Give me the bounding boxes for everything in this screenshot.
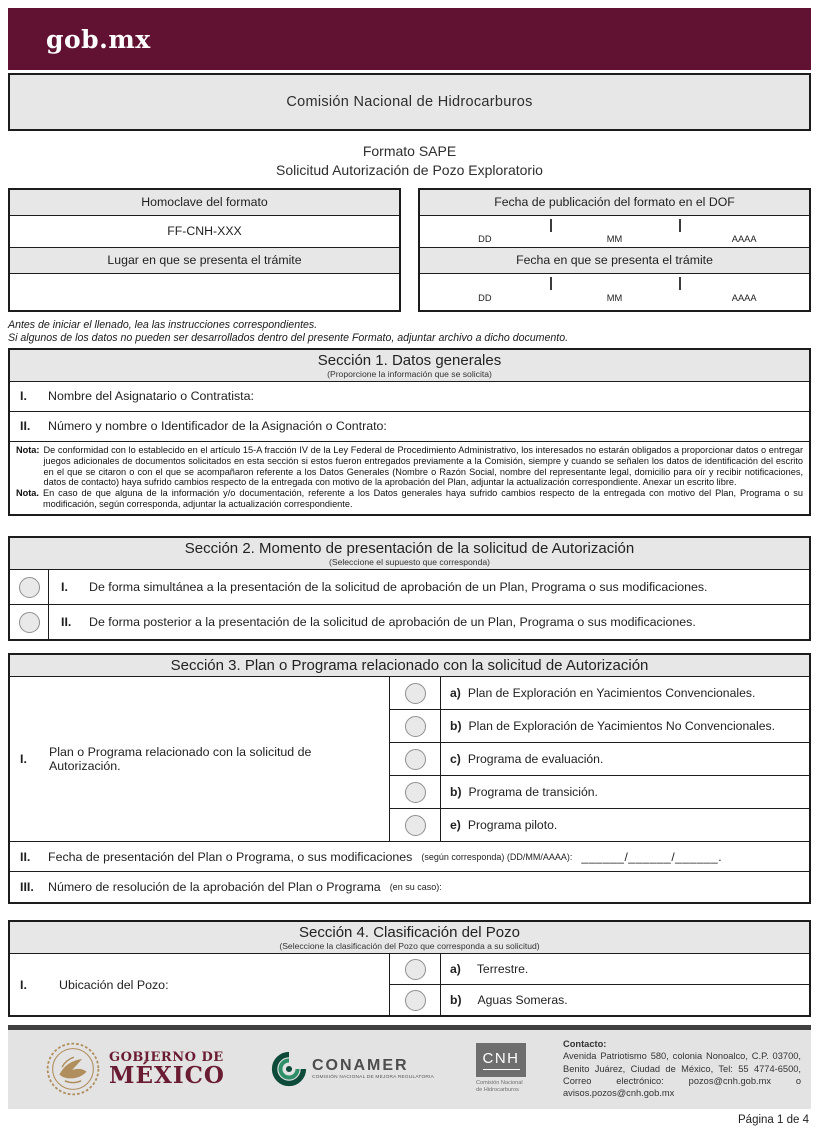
option-text	[441, 954, 809, 984]
fecha-dof-input	[420, 216, 809, 248]
section-4-body	[10, 954, 809, 1015]
option-text	[49, 570, 809, 604]
option-numeral: I.	[61, 580, 68, 595]
dof-month-field[interactable]: MM	[606, 233, 623, 244]
option-row-aguas-someras	[390, 985, 809, 1015]
fecha-tramite-input	[420, 274, 809, 306]
option-text	[441, 776, 809, 808]
option-label: De forma simultánea a la presentación de la solicitud de aprobación de un Plan, Programa o sus modificaciones.	[89, 580, 708, 595]
option-text	[441, 710, 809, 742]
option-numeral: II.	[61, 615, 72, 630]
option-label: Plan de Exploración de Yacimientos No Convencionales.	[468, 719, 775, 734]
option-row-posterior	[10, 605, 809, 639]
field-fecha-presentacion-plan[interactable]	[10, 842, 809, 872]
radio-cell	[390, 743, 441, 775]
gobierno-wordmark	[109, 1050, 225, 1090]
radio-programa-transicion[interactable]	[405, 782, 426, 803]
option-text	[441, 677, 809, 709]
radio-cell	[390, 809, 441, 841]
plan-programa-options	[390, 677, 809, 841]
homoclave-table	[8, 188, 401, 312]
item-numeral: I.	[20, 389, 27, 404]
date-separator-icon	[550, 219, 552, 232]
radio-momento-posterior[interactable]	[19, 612, 40, 633]
radio-cell	[10, 570, 49, 604]
radio-cell	[390, 776, 441, 808]
option-letter: c)	[450, 752, 461, 767]
conamer-logo	[271, 1051, 434, 1087]
item-label: Número de resolución de la aprobación del Plan o Programa	[48, 880, 381, 895]
item-numeral: I.	[20, 977, 27, 992]
lugar-label: Lugar en que se presenta el trámite	[10, 248, 399, 274]
note-label: Nota:	[16, 444, 40, 455]
option-letter: a)	[450, 962, 461, 977]
section-3-header	[10, 655, 809, 677]
date-separator-icon	[679, 277, 681, 290]
section-1-subtitle: (Proporcione la información que se solicita)	[327, 368, 492, 379]
radio-cell	[10, 605, 49, 639]
item-label-small: (en su caso):	[389, 882, 442, 893]
item-numeral: I.	[20, 752, 27, 767]
radio-programa-piloto[interactable]	[405, 815, 426, 836]
section-1-title: Sección 1. Datos generales	[317, 351, 502, 369]
cnh-subtitle	[476, 1080, 526, 1095]
option-letter: b)	[450, 719, 462, 734]
option-row-plan-no-convencionales	[390, 710, 809, 743]
option-row-programa-transicion	[390, 776, 809, 809]
item-numeral: II.	[20, 419, 31, 434]
instructions-line1: Antes de iniciar el llenado, lea las instrucciones correspondientes.	[8, 318, 318, 331]
homoclave-label: Homoclave del formato	[10, 190, 399, 216]
instructions	[8, 319, 811, 346]
field-numero-asignacion[interactable]	[10, 412, 809, 442]
ubicacion-pozo-label-cell	[10, 954, 390, 1015]
conamer-subtitle: COMISIÓN NACIONAL DE MEJORA REGULATORIA	[311, 1074, 434, 1080]
option-row-simultanea	[10, 570, 809, 605]
radio-cell	[390, 710, 441, 742]
radio-ubicacion-terrestre[interactable]	[405, 959, 426, 980]
cnh-logo-icon	[476, 1043, 526, 1077]
section-1-notes	[10, 442, 809, 514]
radio-plan-exploracion-convencionales[interactable]	[405, 683, 426, 704]
dof-year-field[interactable]: AAAA	[731, 233, 757, 244]
radio-cell	[390, 954, 441, 984]
section-2-momento-presentacion	[8, 536, 811, 641]
instructions-line2: Si algunos de los datos no pueden ser desarrollados dentro del presente Formato, adjuntar archivo a dicho documento.	[8, 332, 569, 345]
section-2-title: Sección 2. Momento de presentación de la solicitud de Autorización	[184, 540, 635, 558]
gobmx-header-bar	[8, 8, 811, 70]
item-label: Plan o Programa relacionado con la solicitud de Autorización.	[49, 745, 312, 774]
item-label: Nombre del Asignatario o Contratista:	[48, 389, 254, 404]
option-row-programa-piloto	[390, 809, 809, 841]
option-row-plan-convencionales	[390, 677, 809, 710]
homoclave-value: FF-CNH-XXX	[10, 216, 399, 248]
option-label: Programa de evaluación.	[467, 752, 604, 767]
radio-ubicacion-aguas-someras[interactable]	[405, 990, 426, 1011]
gobmx-logo: gob.mx	[46, 24, 151, 54]
radio-plan-exploracion-no-convencionales[interactable]	[405, 716, 426, 737]
conamer-swirl-icon	[271, 1051, 307, 1087]
option-label: Programa de transición.	[468, 785, 598, 800]
contact-text: Avenida Patriotismo 580, colonia Nonoalco, C.P. 03700, Benito Juárez, Ciudad de México, Tel: 55 4774-6500, Correo electrónico: pozos@cnh.gob.mx o avisos.pozos@cnh.gob.mx	[563, 1051, 801, 1099]
conamer-wordmark	[312, 1058, 434, 1080]
item-numeral: III.	[20, 880, 34, 895]
mexico-eagle-seal-icon	[44, 1040, 102, 1098]
option-text	[441, 743, 809, 775]
option-letter: b)	[450, 993, 462, 1008]
gobierno-de-mexico-logo	[44, 1040, 225, 1098]
radio-momento-simultanea[interactable]	[19, 577, 40, 598]
note-text: En caso de que alguna de la información y/o documentación, referente a los Datos generales haya sufrido cambios respecto de la entregada con motivo del Plan, Programa o su modificación, según corresponda, adjuntar la actualización correspondiente.	[43, 488, 803, 510]
plan-programa-label-cell	[10, 677, 390, 841]
section-4-clasificacion-pozo	[8, 920, 811, 1017]
section-4-header	[10, 922, 809, 954]
fecha-dof-label: Fecha de publicación del formato en el DOF	[420, 190, 809, 216]
conamer-name: CONAMER	[311, 1056, 409, 1074]
section-3-title: Sección 3. Plan o Programa relacionado con la solicitud de Autorización	[170, 657, 649, 675]
ubicacion-options	[390, 954, 809, 1015]
cnh-acronym: CNH	[483, 1050, 520, 1070]
option-label: Programa piloto.	[467, 818, 558, 833]
note-2	[16, 488, 803, 510]
option-text	[49, 605, 809, 639]
gobierno-line2: MÉXICO	[109, 1062, 225, 1090]
date-blank-field[interactable]: ______/______/______.	[581, 849, 723, 864]
radio-programa-evaluacion[interactable]	[405, 749, 426, 770]
info-tables	[8, 188, 811, 312]
option-label: De forma posterior a la presentación de la solicitud de aprobación de un Plan, Programa o sus modificaciones.	[89, 615, 696, 630]
option-row-programa-evaluacion	[390, 743, 809, 776]
page-number: Página 1 de 4	[738, 1114, 809, 1127]
dof-day-field[interactable]: DD	[478, 233, 492, 244]
tramite-year-field[interactable]: AAAA	[731, 292, 757, 303]
form-title-line2: Solicitud Autorización de Pozo Exploratorio	[276, 161, 543, 178]
option-letter: a)	[450, 686, 461, 701]
section-1-datos-generales	[8, 348, 811, 516]
item-numeral: II.	[20, 849, 31, 864]
gobierno-line1: GOBIERNO DE	[109, 1050, 224, 1066]
item-label: Fecha de presentación del Plan o Programa, o sus modificaciones	[48, 849, 413, 864]
note-label: Nota.	[16, 488, 39, 499]
form-title-line1: Formato SAPE	[362, 143, 457, 159]
option-label: Aguas Someras.	[477, 993, 568, 1008]
date-separator-icon	[550, 277, 552, 290]
radio-cell	[390, 985, 441, 1015]
section-1-header	[10, 350, 809, 382]
section-2-header	[10, 538, 809, 570]
option-label: Plan de Exploración en Yacimientos Convencionales.	[467, 686, 756, 701]
section-4-title: Sección 4. Clasificación del Pozo	[299, 924, 520, 942]
field-numero-resolucion[interactable]	[10, 872, 809, 902]
agency-banner	[8, 73, 811, 131]
tramite-day-field[interactable]: DD	[478, 292, 492, 303]
option-text	[441, 985, 809, 1015]
option-label: Terrestre.	[476, 962, 529, 977]
section-3-plan-programa	[8, 653, 811, 904]
note-text: De conformidad con lo establecido en el artículo 15-A fracción IV de la Ley Federal de Procedimiento Administrativo, los interesados no estarán obligados a proporcionar datos o entregar juegos adicionales de documentos solicitados en esta sección si estos fueron entregados previamente a la Comisión, siempre y cuando se señalen los datos de identificación del escrito en el que se citaron o con el que se acompañaron referente a los Datos Generales (Nombre o Razón Social, nombre del representante legal, domicilio para oír y recibir notificaciones, datos de contacto) haya sufrido cambios respecto de la entregada con motivo de la aprobación del Plan, adjuntar la actualización correspondiente. Anexar un escrito libre.	[43, 444, 803, 488]
cnh-subtitle-line2: de Hidrocarburos	[476, 1087, 519, 1094]
section-3-body	[10, 677, 809, 842]
date-separator-icon	[679, 219, 681, 232]
contact-label: Contacto:	[563, 1039, 607, 1050]
section-2-subtitle: (Seleccione el supuesto que corresponda)	[329, 557, 490, 568]
field-nombre-asignatario[interactable]	[10, 382, 809, 412]
item-label-small: (según corresponda) (DD/MM/AAAA):	[421, 851, 573, 862]
fechas-table	[418, 188, 811, 312]
option-letter: e)	[450, 818, 461, 833]
cnh-logo	[476, 1043, 526, 1095]
footer	[8, 1025, 811, 1109]
option-letter: b)	[450, 785, 462, 800]
option-text	[441, 809, 809, 841]
item-label: Número y nombre o Identificador de la Asignación o Contrato:	[48, 419, 387, 434]
contact-block	[563, 1038, 801, 1099]
tramite-month-field[interactable]: MM	[606, 292, 623, 303]
form-title	[8, 142, 811, 180]
cnh-subtitle-line1: Comisión Nacional	[476, 1079, 523, 1086]
agency-name: Comisión Nacional de Hidrocarburos	[286, 94, 533, 110]
fecha-tramite-label: Fecha en que se presenta el trámite	[420, 248, 809, 274]
radio-cell	[390, 677, 441, 709]
lugar-input-cell[interactable]	[10, 274, 399, 310]
item-label: Ubicación del Pozo:	[59, 977, 169, 992]
section-4-subtitle: (Seleccione la clasificación del Pozo que corresponda a su solicitud)	[279, 941, 540, 952]
note-1	[16, 445, 803, 488]
option-row-terrestre	[390, 954, 809, 985]
